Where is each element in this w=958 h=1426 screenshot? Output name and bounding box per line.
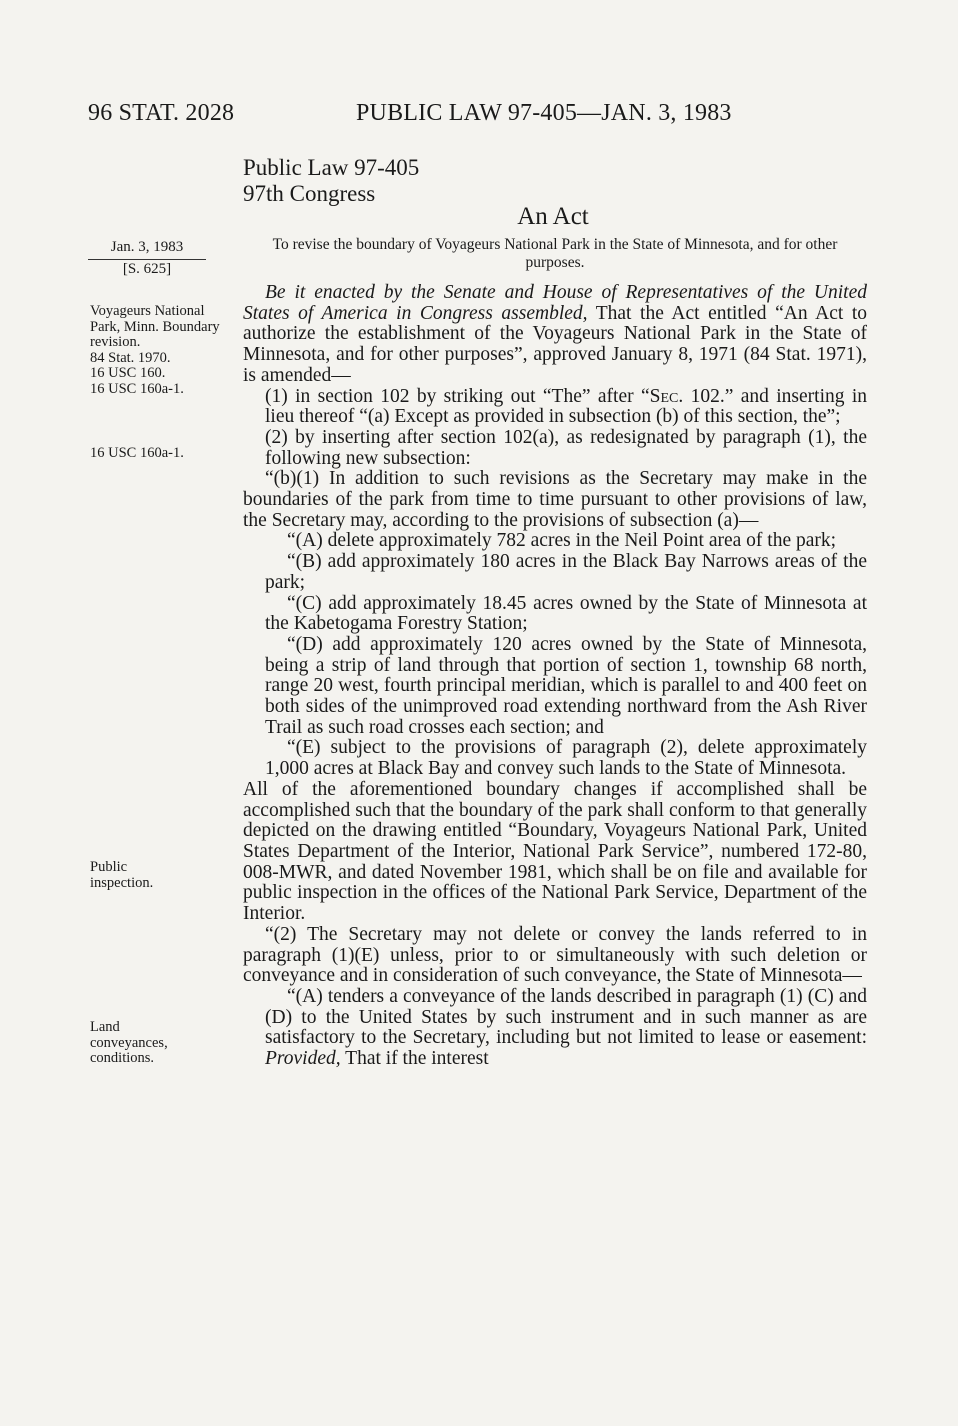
p2A-text-a: “(A) tenders a conveyance of the lands described in paragraph (1) (C) and (D) to the United States by such instrument and in such manner as are satisfactory to the Secretary, including but not limited to lease or easement:	[265, 985, 867, 1049]
margin-public-inspection: Public inspection.	[90, 859, 154, 891]
topic-note: Voyageurs National Park, Minn. Boundary revision.	[90, 303, 220, 350]
act-purpose: To revise the boundary of Voyageurs National Park in the State of Minnesota, and for other purposes.	[272, 236, 838, 271]
enacting-formula: Be it enacted by the Senate and House of Representatives of the United States of America in Congress assembled,	[243, 282, 867, 324]
p2A-text-b: That if the interest	[340, 1048, 489, 1070]
clause-B: “(B) add approximately 180 acres in the Black Bay Narrows areas of the park;	[265, 551, 867, 593]
enactment-date: Jan. 3, 1983	[110, 239, 184, 255]
usc-cite-2: 16 USC 160a-1.	[90, 380, 184, 397]
margin-land-conveyances: Land conveyances, conditions.	[90, 1019, 168, 1066]
clause-E: “(E) subject to the provisions of paragraph (2), delete approximately 1,000 acres at Black Bay and convey such lands to the State of Minnesota.	[265, 737, 867, 780]
bill-number: [S. 625]	[122, 260, 172, 277]
paragraph-2A	[243, 987, 867, 1070]
amendment-item-2: (2) by inserting after section 102(a), as redesignated by paragraph (1), the following new subsection:	[265, 426, 867, 469]
clause-A: “(A) delete approximately 782 acres in the Neil Point area of the park;	[287, 530, 837, 552]
p2A-provided: Provided,	[265, 1048, 341, 1070]
congress-number: 97th Congress	[243, 181, 376, 206]
boundary-conformance-paragraph: All of the aforementioned boundary changes if accomplished shall be accomplished such that the boundary of the park shall conform to that generally depicted on the drawing entitled “Boundary, Voyageurs National Park, United States Department of the Interior, National Park Service”, numbered 172-80, 008-MWR, and dated November 1981, which shall be on file and available for public inspection in the offices of the National Park Service, Department of the Interior.	[243, 778, 867, 925]
margin-date-note	[88, 240, 206, 277]
law-number: Public Law 97-405	[243, 155, 420, 180]
item1-text-a: (1) in section 102 by striking out “The” after “	[265, 385, 650, 407]
enacting-text: That the Act entitled “An Act to authorize the establishment of the Voyageurs National Park in the State of Minnesota, and for other purposes”, approved January 8, 1971 (84 Stat. 1971), is amended—	[243, 302, 867, 386]
divider	[88, 259, 206, 260]
clause-C: “(C) add approximately 18.45 acres owned by the State of Minnesota at the Kabetogama Forestry Station;	[265, 592, 867, 635]
subsection-b1: “(b)(1) In addition to such revisions as the Secretary may make in the boundaries of the park from time to time pursuant to other provisions of law, the Secretary may, according to the provisions of subsection (a)—	[243, 468, 867, 531]
act-heading: An Act	[517, 203, 589, 230]
paragraph-2: “(2) The Secretary may not delete or convey the lands referred to in paragraph (1)(E) unless, prior to or simultaneously with such deletion or conveyance and in consideration of such conveyance, the State of Minnesota—	[243, 923, 867, 987]
margin-cite-note: 16 USC 160a-1.	[90, 445, 184, 461]
item1-text-b: 102.” and inserting in lieu thereof “(a) Except as provided in subsection (b) of this section, the”;	[265, 385, 868, 428]
clause-D: “(D) add approximately 120 acres owned by the State of Minnesota, being a strip of land through that portion of section 1, township 68 north, range 20 west, fourth principal meridian, which is parallel to and 400 feet on both sides of the unimproved road extending northward from the Ash River Trail as such road crosses each section; and	[265, 633, 867, 738]
item1-sec: Sec.	[649, 385, 684, 407]
margin-topic-note	[90, 304, 220, 397]
act-body	[243, 283, 867, 1070]
page-reference: 96 STAT. 2028	[88, 100, 235, 126]
usc-cite-1: 16 USC 160.	[90, 365, 166, 381]
enacting-clause	[243, 283, 867, 387]
running-title: PUBLIC LAW 97-405—JAN. 3, 1983	[356, 100, 732, 126]
law-designation	[243, 155, 419, 207]
amendment-item-1	[243, 387, 867, 428]
statute-cite-1: 84 Stat. 1970.	[90, 349, 171, 366]
